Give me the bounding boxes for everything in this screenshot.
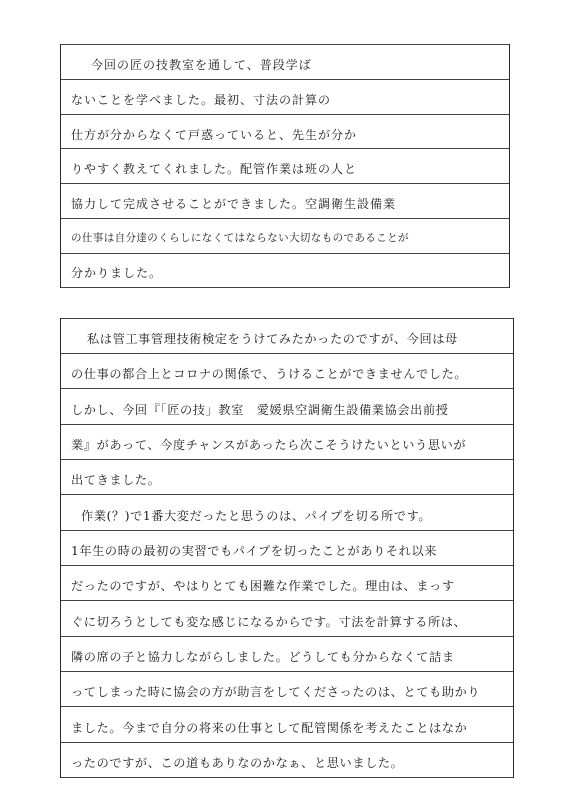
ruled-line	[61, 600, 513, 601]
essay-1-line: の仕事は自分達のくらしになくてはならない大切なものであることが	[71, 232, 409, 244]
ruled-line	[61, 148, 509, 149]
ruled-line	[61, 742, 513, 743]
ruled-line	[61, 318, 513, 319]
ruled-line	[61, 44, 509, 45]
ruled-line	[61, 353, 513, 354]
essay-1-line: 分かりました。	[71, 266, 163, 280]
essay-2-line: だったのですが、やはりとても困難な作業でした。理由は、まっす	[71, 579, 455, 593]
ruled-line	[61, 218, 509, 219]
essay-1-line: 仕方が分からなくて戸惑っていると、先生が分か	[71, 128, 358, 142]
essay-1-box	[60, 44, 510, 288]
ruled-line	[61, 253, 509, 254]
ruled-line	[61, 671, 513, 672]
essay-2-box	[60, 318, 514, 778]
ruled-line	[61, 565, 513, 566]
essay-2-line: 出てきました。	[71, 473, 161, 487]
essay-2-line: 1年生の時の最初の実習でもパイプを切ったことがありそれ以来	[71, 544, 438, 558]
essay-2-line: しかし、今回『「匠の技」教室 愛媛県空調衛生設備業協会出前授	[71, 403, 449, 417]
essay-2-line: ました。今まで自分の将来の仕事として配管関係を考えたことはなか	[71, 721, 468, 735]
essay-1-line: 協力して完成させることができました。空調衛生設備業	[71, 197, 397, 211]
essay-1-line: ないことを学べました。最初、寸法の計算の	[71, 93, 332, 107]
ruled-line	[61, 114, 509, 115]
essay-2-line: 私は管工事管理技術検定をうけてみたかったのですが、今回は母	[87, 332, 458, 346]
ruled-line	[61, 636, 513, 637]
essay-2-line: 作業(？)で1番大変だったと思うのは、パイプを切る所です。	[81, 509, 432, 523]
ruled-line	[61, 777, 513, 778]
essay-2-line: ったのですが、この道もありなのかなぁ、と思いました。	[71, 756, 404, 770]
ruled-line	[61, 424, 513, 425]
ruled-line	[61, 388, 513, 389]
essay-2-line: ってしまった時に協会の方が助言をしてくださったのは、とても助かり	[71, 685, 481, 699]
essay-1-line: 今回の匠の技教室を通して、普段学ば	[91, 58, 312, 72]
essay-1-line: りやすく教えてくれました。配管作業は班の人と	[71, 162, 358, 176]
essay-2-line: ぐに切ろうとしても変な感じになるからです。寸法を計算する所は、	[71, 615, 467, 629]
ruled-line	[61, 530, 513, 531]
ruled-line	[61, 494, 513, 495]
essay-2-line: 業』があって、今度チャンスがあったら次こそうけたいという思いが	[71, 438, 467, 452]
ruled-line	[61, 183, 509, 184]
essay-2-line: 隣の席の子と協力しながらしました。どうしても分からなくて詰ま	[71, 650, 455, 664]
essay-2-line: の仕事の都合上とコロナの関係で、うけることができませんでした。	[71, 367, 468, 381]
ruled-line	[61, 459, 513, 460]
ruled-line	[61, 287, 509, 288]
ruled-line	[61, 79, 509, 80]
ruled-line	[61, 706, 513, 707]
